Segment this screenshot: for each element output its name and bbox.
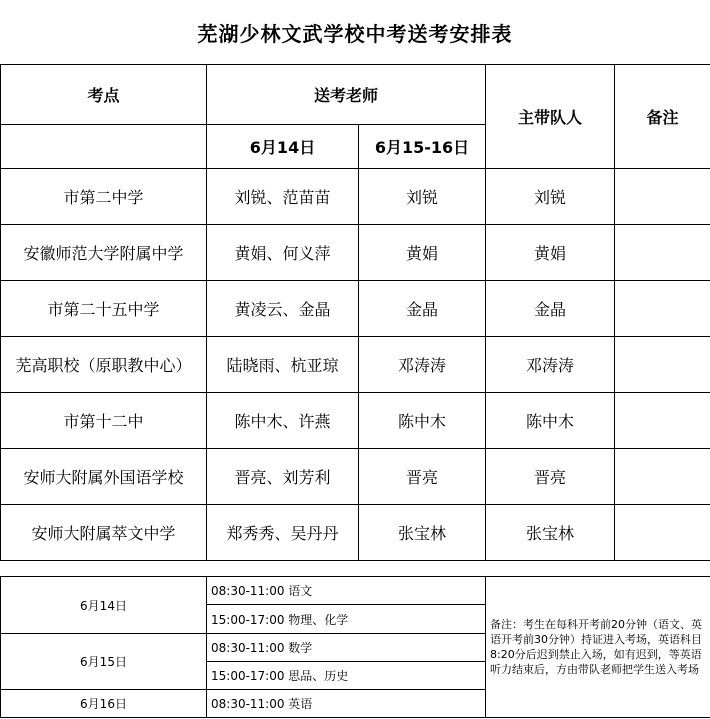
- schedule-table: [0, 576, 710, 718]
- day1-teachers-cell: 黄娟、何义萍: [207, 225, 359, 281]
- site-cell: 安徽师范大学附属中学: [1, 225, 207, 281]
- table-row: [1, 393, 710, 449]
- header-remark: 备注: [615, 65, 710, 169]
- day1-teachers-cell: 晋亮、刘芳利: [207, 449, 359, 505]
- day1-teachers-cell: 黄凌云、金晶: [207, 281, 359, 337]
- day1-teachers-cell: 刘锐、范苗苗: [207, 169, 359, 225]
- table-row: [1, 169, 710, 225]
- remark-cell: [615, 169, 710, 225]
- schedule-slot: 15:00-17:00 物理、化学: [207, 605, 486, 634]
- schedule-slot: 08:30-11:00 英语: [207, 690, 486, 718]
- header-site-blank: [1, 125, 207, 169]
- header-site: 考点: [1, 65, 207, 125]
- day1-teachers-cell: 郑秀秀、吴丹丹: [207, 505, 359, 561]
- day2-teachers-cell: 刘锐: [359, 169, 486, 225]
- table-row: [1, 337, 710, 393]
- table-row: [1, 505, 710, 561]
- site-cell: 市第十二中: [1, 393, 207, 449]
- site-cell: 安师大附属萃文中学: [1, 505, 207, 561]
- page-title: 芜湖少林文武学校中考送考安排表: [197, 21, 513, 46]
- site-cell: 市第二中学: [1, 169, 207, 225]
- schedule-slot: 08:30-11:00 数学: [207, 634, 486, 662]
- day2-teachers-cell: 黄娟: [359, 225, 486, 281]
- leader-cell: 陈中木: [486, 393, 615, 449]
- day1-teachers-cell: 陆晓雨、杭亚琼: [207, 337, 359, 393]
- leader-cell: 金晶: [486, 281, 615, 337]
- escort-table: [0, 64, 710, 561]
- day2-teachers-cell: 晋亮: [359, 449, 486, 505]
- header-day2: 6月15-16日: [359, 125, 486, 169]
- remark-cell: [615, 281, 710, 337]
- schedule-slot: 08:30-11:00 语文: [207, 577, 486, 605]
- day1-teachers-cell: 陈中木、许燕: [207, 393, 359, 449]
- day2-teachers-cell: 张宝林: [359, 505, 486, 561]
- day2-teachers-cell: 陈中木: [359, 393, 486, 449]
- remark-cell: [615, 393, 710, 449]
- leader-cell: 黄娟: [486, 225, 615, 281]
- schedule-date-1: 6月14日: [1, 577, 207, 634]
- schedule-note: 备注：考生在每科开考前20分钟（语文、英语开考前30分钟）持证进入考场，英语科目8:20分后迟到禁止入场，如有迟到，等英语听力结束后，方由带队老师把学生送入考场: [486, 577, 710, 718]
- site-cell: 芜高职校（原职教中心）: [1, 337, 207, 393]
- remark-cell: [615, 449, 710, 505]
- leader-cell: 刘锐: [486, 169, 615, 225]
- site-cell: 安师大附属外国语学校: [1, 449, 207, 505]
- leader-cell: 邓涛涛: [486, 337, 615, 393]
- header-leader: 主带队人: [486, 65, 615, 169]
- schedule-date-3: 6月16日: [1, 690, 207, 718]
- remark-cell: [615, 505, 710, 561]
- schedule-date-2: 6月15日: [1, 634, 207, 690]
- table-row: [1, 449, 710, 505]
- day2-teachers-cell: 邓涛涛: [359, 337, 486, 393]
- leader-cell: 张宝林: [486, 505, 615, 561]
- schedule-slot: 15:00-17:00 思品、历史: [207, 662, 486, 690]
- site-cell: 市第二十五中学: [1, 281, 207, 337]
- table-row: [1, 225, 710, 281]
- table-row: [1, 281, 710, 337]
- header-day1: 6月14日: [207, 125, 359, 169]
- header-teachers: 送考老师: [207, 65, 486, 125]
- remark-cell: [615, 225, 710, 281]
- day2-teachers-cell: 金晶: [359, 281, 486, 337]
- remark-cell: [615, 337, 710, 393]
- leader-cell: 晋亮: [486, 449, 615, 505]
